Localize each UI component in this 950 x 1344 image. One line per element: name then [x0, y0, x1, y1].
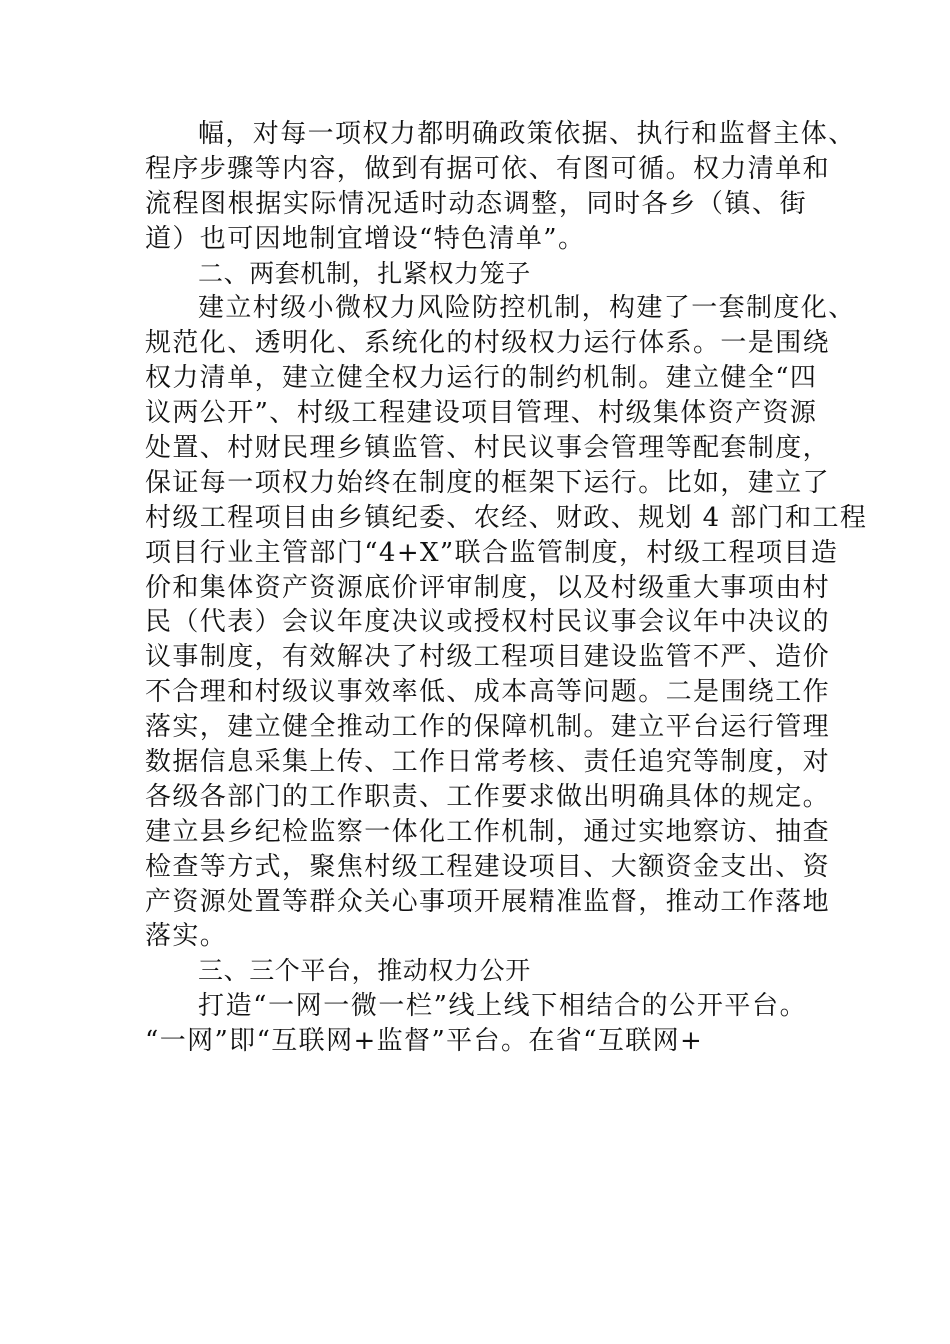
text-line: 幅，对每一项权力都明确政策依据、执行和监督主体、	[198, 119, 856, 149]
text-line: 处置、村财民理乡镇监管、村民议事会管理等配套制度，	[145, 433, 831, 464]
text-line: 项目行业主管部门“4+X”联合监管制度，村级工程项目造	[145, 537, 839, 568]
text-line: 数据信息采集上传、工作日常考核、责任追究等制度，对	[145, 747, 831, 778]
text-line: 价和集体资产资源底价评审制度，以及村级重大事项由村	[145, 572, 831, 603]
text-line: 权力清单，建立健全权力运行的制约机制。建立健全“四	[145, 363, 818, 394]
document-page	[145, 117, 868, 1059]
text-line: 检查等方式，聚焦村级工程建设项目、大额资金支出、资	[145, 851, 831, 882]
text-line: 各级各部门的工作职责、工作要求做出明确具体的规定。	[145, 781, 831, 812]
text-line: 建立县乡纪检监察一体化工作机制，通过实地察访、抽查	[145, 816, 831, 847]
text-line: 不合理和村级议事效率低、成本高等问题。二是围绕工作	[145, 677, 831, 708]
text-line: 议两公开”、村级工程建设项目管理、村级集体资产资源	[145, 398, 818, 429]
text-line: 产资源处置等群众关心事项开展精准监督，推动工作落地	[145, 886, 831, 917]
text-line: 建立村级小微权力风险防控机制，构建了一套制度化、	[198, 293, 856, 324]
text-line: 议事制度，有效解决了村级工程项目建设监管不严、造价	[145, 642, 831, 673]
text-line: 落实，建立健全推动工作的保障机制。建立平台运行管理	[145, 712, 831, 743]
text-line: 保证每一项权力始终在制度的框架下运行。比如，建立了	[145, 467, 831, 498]
text-line: 道）也可因地制宜增设“特色清单”。	[145, 223, 586, 254]
section-heading: 二、两套机制，扎紧权力笼子	[198, 258, 531, 288]
text-line: 民（代表）会议年度决议或授权村民议事会议年中决议的	[145, 607, 831, 638]
text-line: 流程图根据实际情况适时动态调整，同时各乡（镇、街	[145, 188, 807, 219]
text-line: “一网”即“互联网+监督”平台。在省“互联网+	[145, 1026, 704, 1057]
section-heading: 三、三个平台，推动权力公开	[198, 956, 531, 986]
text-line: 打造“一网一微一栏”线上线下相结合的公开平台。	[198, 991, 807, 1022]
text-line: 村级工程项目由乡镇纪委、农经、财政、规划 4 部门和工程	[145, 502, 868, 533]
text-line: 规范化、透明化、系统化的村级权力运行体系。一是围绕	[145, 328, 831, 359]
text-line: 落实。	[145, 921, 228, 952]
text-line: 程序步骤等内容，做到有据可依、有图可循。权力清单和	[145, 153, 831, 184]
